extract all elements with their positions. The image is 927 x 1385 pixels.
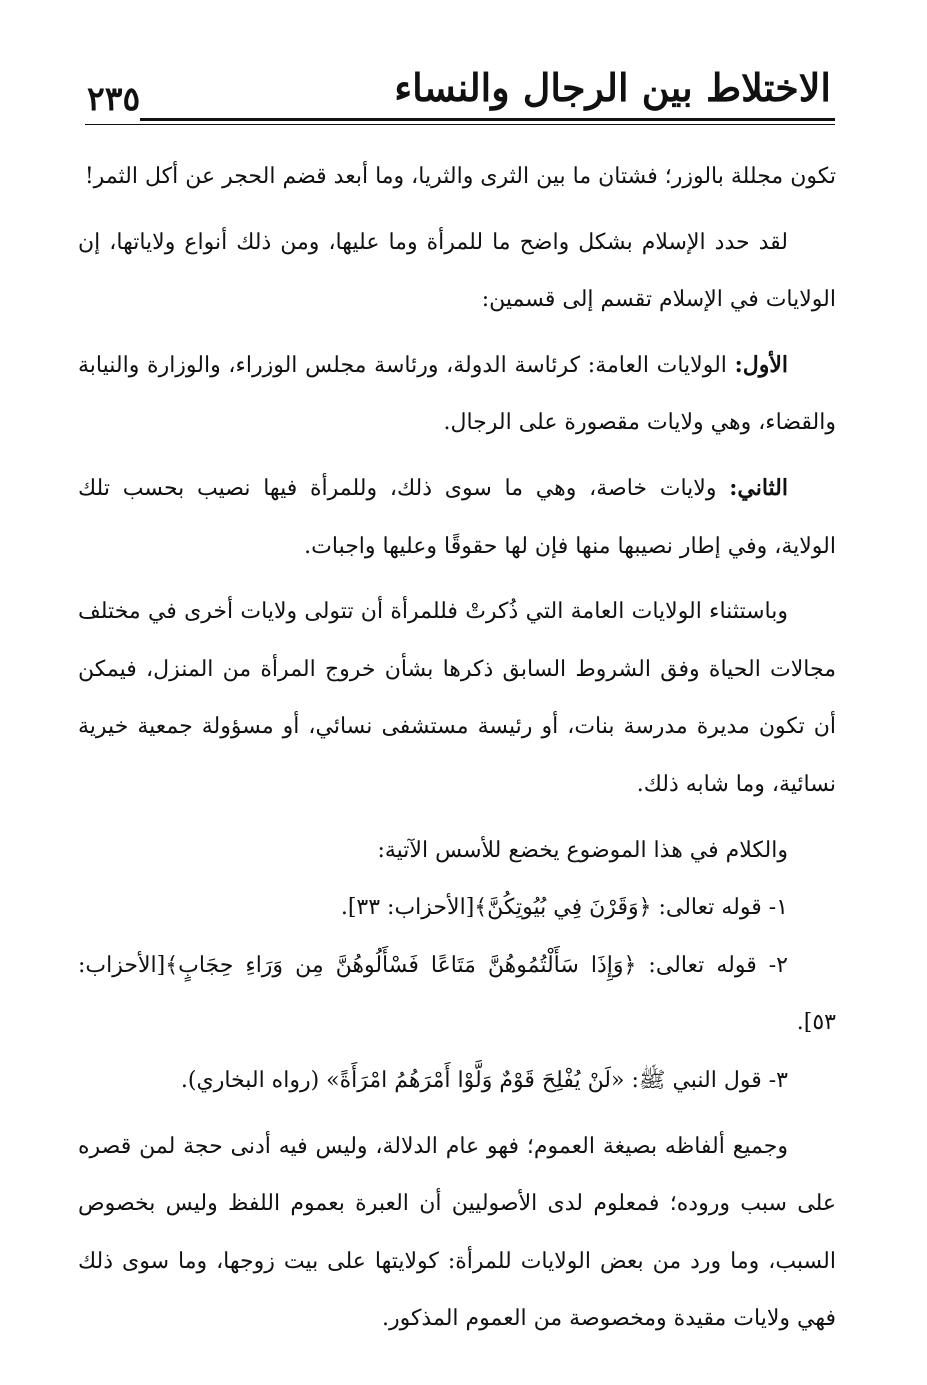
paragraph-second-type <box>78 460 836 575</box>
second-type-text: ولايات خاصة، وهي ما سوى ذلك، وللمرأة فيها نصيب بحسب تلك الولاية، وفي إطار نصيبها منها فإن لها حقوقًا وعليها واجبات. <box>78 475 836 559</box>
first-type-text: الولايات العامة: كرئاسة الدولة، ورئاسة مجلس الوزراء، والوزارة والنيابة والقضاء، وهي ولايات مقصورة على الرجال. <box>78 352 836 436</box>
paragraph-conclusion: وجميع ألفاظه بصيغة العموم؛ فهو عام الدلالة، وليس فيه أدنى حجة لمن قصره على سبب وروده؛ فمعلوم لدى الأصوليين أن العبرة بعموم اللفظ وليس بخصوص السبب، وما ورد من بعض الولايات للمرأة: كولايتها على بيت زوجها، وما سوى ذلك فهي ولايات مقيدة ومخصوصة من العموم المذكور. <box>78 1133 836 1332</box>
principle-item-1: ١- قوله تعالى: ﴿وَقَرْنَ فِي بُيُوتِكُنَّ﴾[الأحزاب: ٣٣]. <box>340 895 788 921</box>
page-body <box>78 148 836 1348</box>
second-type-label: الثاني: <box>729 474 788 501</box>
paragraph-exceptions: وباستثناء الولايات العامة التي ذُكرتْ فللمرأة أن تتولى ولايات أخرى في مختلف مجالات الحياة وفق الشروط السابق ذكرها بشأن خروج المرأة من المنزل، فيمكن أن تكون مديرة مدرسة بنات، أو رئيسة مستشفى نسائي، أو مسؤولة جمعية خيرية نسائية، وما شابه ذلك. <box>78 599 836 797</box>
header-rule-thin <box>85 124 835 125</box>
paragraph-first-type <box>78 337 836 452</box>
page-number: ٢٣٥ <box>87 79 141 118</box>
principle-item-3: ٣- قول النبي ﷺ: «لَنْ يُفْلِحَ قَوْمٌ وَلَّوْا أَمْرَهُمُ امْرَأَةً» (رواه البخاري). <box>180 1067 788 1093</box>
page-header <box>85 65 835 128</box>
first-type-label: الأول: <box>734 351 788 378</box>
paragraph-principles-heading: والكلام في هذا الموضوع يخضع للأسس الآتية: <box>377 837 788 863</box>
principle-item-2: ٢- قوله تعالى: ﴿وَإِذَا سَأَلْتُمُوهُنَّ مَتَاعًا فَسْأَلُوهُنَّ مِن وَرَاءِ حِجَابٍ﴾[الأحزاب: ٥٣]. <box>78 952 836 1036</box>
paragraph-intro: لقد حدد الإسلام بشكل واضح ما للمرأة وما عليها، ومن ذلك أنواع ولاياتها، إن الولايات في الإسلام تقسم إلى قسمين: <box>78 229 836 313</box>
paragraph-continuation: تكون مجللة بالوزر؛ فشتان ما بين الثرى والثريا، وما أبعد قضم الحجر عن أكل الثمر! <box>84 164 836 189</box>
running-title: الاختلاط بين الرجال والنساء <box>394 65 831 110</box>
header-rule <box>140 118 835 121</box>
